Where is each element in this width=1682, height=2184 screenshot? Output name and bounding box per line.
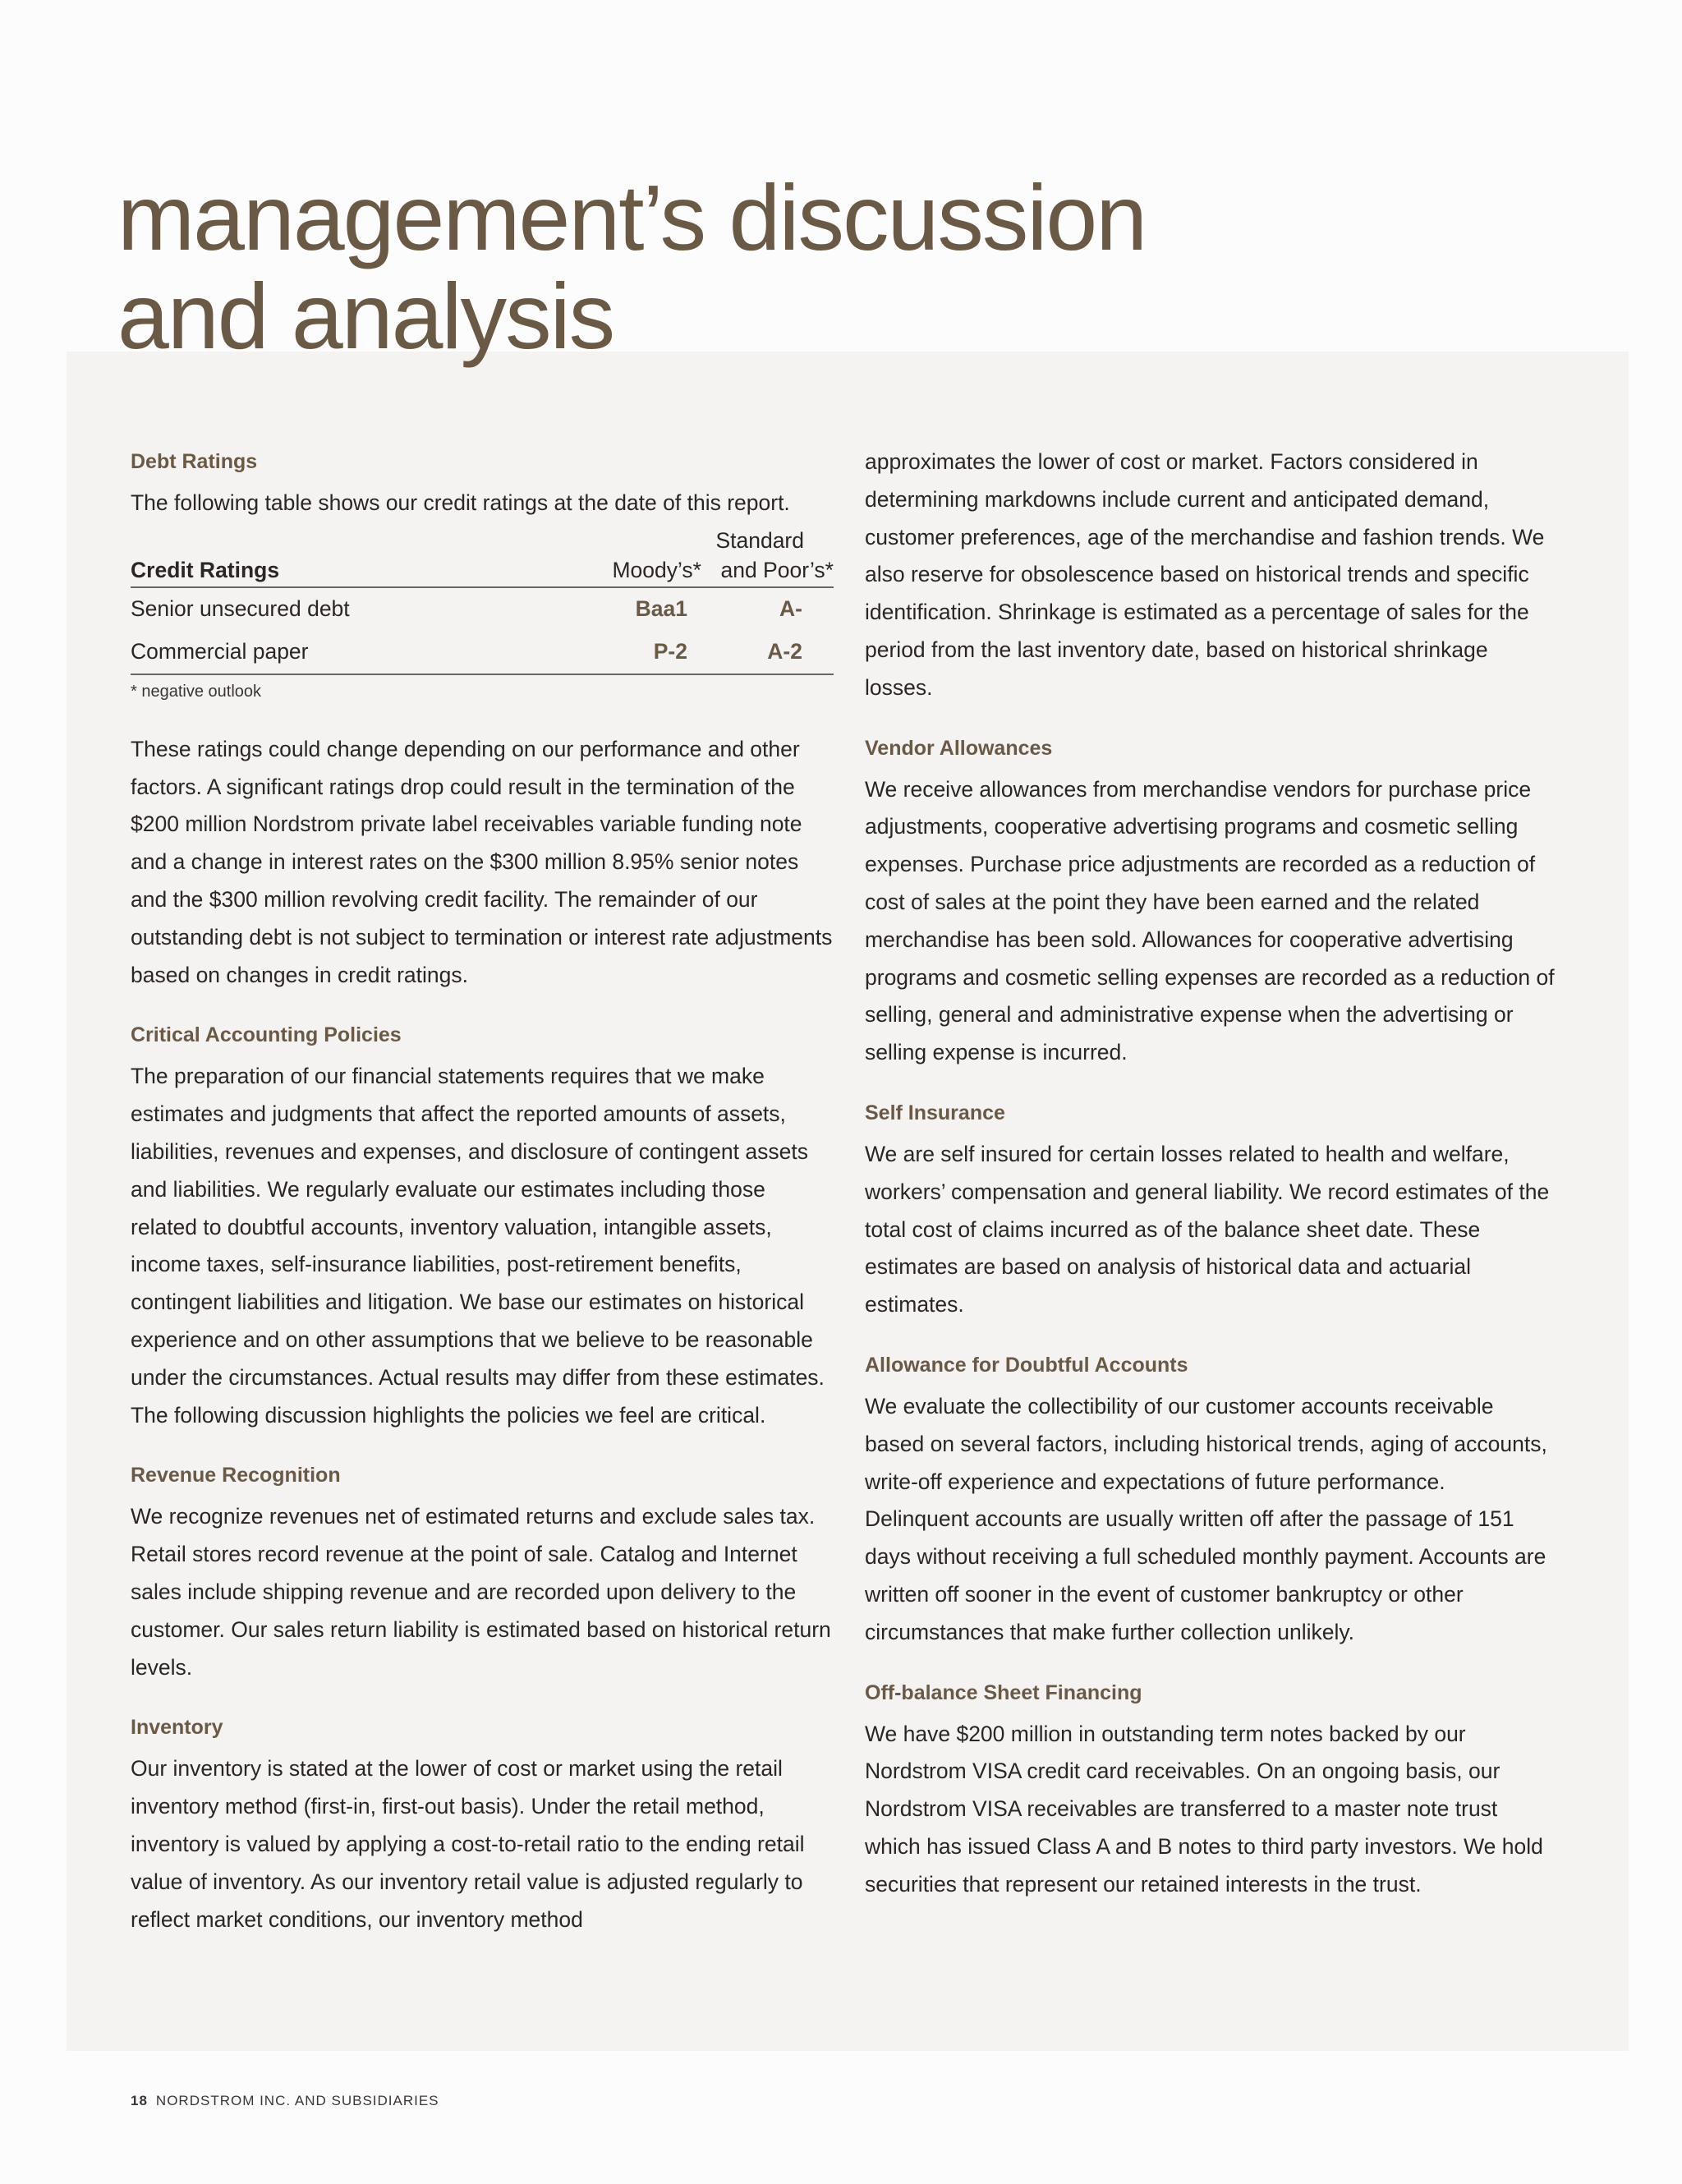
page-footer: [131, 2093, 439, 2109]
critical-policies-heading: Critical Accounting Policies: [131, 1023, 402, 1047]
page-title-line-2: and analysis: [117, 264, 614, 368]
credit-ratings-table: [131, 526, 834, 675]
right-column: [865, 444, 1555, 1904]
sp-col-label: [701, 526, 834, 585]
revenue-recognition-heading: Revenue Recognition: [131, 1464, 341, 1487]
sp-col-label-line-1: Standard: [715, 527, 804, 553]
moodys-rating: P-2: [653, 638, 687, 664]
vendor-allowances-body: We receive allowances from merchandise vendors for purchase price adjustments, cooperative advertising programs and cosmetic selling expenses. Purchase price adjustments are recorded as a reduction of cost of sales at the point they have been earned and the related merchandise has been sold. Allowances for cooperative advertising programs and cosmetic selling expenses are recorded as a reduction of selling, general and administrative expense when the advertising or selling expense is incurred.: [865, 776, 1555, 1065]
sp-rating: A-2: [767, 638, 802, 664]
inventory-body-continued: approximates the lower of cost or market. Factors considered in determining markdowns include current and anticipated demand, customer preferences, age of the merchandise and fashion trends. We also reserve for obsolescence based on historical trends and specific identification. Shrinkage is estimated as a percentage of sales for the period from the last inventory date, based on historical shrinkage losses.: [865, 449, 1545, 700]
left-column: [131, 444, 834, 1938]
table-row: [131, 588, 834, 631]
vendor-allowances-heading: Vendor Allowances: [865, 736, 1053, 760]
sp-rating: A-: [779, 595, 802, 621]
moodys-col-label: Moody’s*: [612, 557, 701, 582]
self-insurance-body: We are self insured for certain losses related to health and welfare, workers’ compensation and general liability. We record estimates of the total cost of claims incurred as of the balance sheet date. These estimates are based on analysis of historical data and actuarial estimates.: [865, 1141, 1550, 1317]
credit-ratings-header-row: [131, 526, 834, 588]
sp-col-label-line-2: and Poor’s*: [720, 557, 834, 582]
inventory-body: Our inventory is stated at the lower of cost or market using the retail inventory method (first-in, first-out basis). Under the retail method, inventory is valued by applying a cost-to-retail ratio to the ending retail value of inventory. As our inventory retail value is adjusted regularly to reflect market conditions, our inventory method: [131, 1756, 805, 1932]
doubtful-accounts-heading: Allowance for Doubtful Accounts: [865, 1353, 1188, 1377]
row-label: Senior unsecured debt: [131, 595, 350, 621]
ratings-footnote: * negative outlook: [131, 682, 262, 701]
revenue-recognition-body: We recognize revenues net of estimated returns and exclude sales tax. Retail stores record revenue at the point of sale. Catalog and Internet sales include shipping revenue and are recorded upon delivery to the customer. Our sales return liability is estimated based on historical return levels.: [131, 1504, 831, 1680]
critical-policies-body: The preparation of our financial statements requires that we make estimates and judgments that affect the reported amounts of assets, liabilities, revenues and expenses, and disclosure of contingent assets and liabilities. We regularly evaluate our estimates including those related to doubtful accounts, inventory valuation, intangible assets, income taxes, self-insurance liabilities, post-retirement benefits, contingent liabilities and litigation. We base our estimates on historical experience and on other assumptions that we believe to be reasonable under the circumstances. Actual results may differ from these estimates. The following discussion highlights the policies we feel are critical.: [131, 1064, 825, 1428]
off-balance-heading: Off-balance Sheet Financing: [865, 1681, 1142, 1704]
self-insurance-heading: Self Insurance: [865, 1101, 1005, 1124]
inventory-heading: Inventory: [131, 1716, 223, 1740]
moodys-rating: Baa1: [635, 595, 687, 621]
credit-ratings-col-label: Credit Ratings: [131, 557, 280, 582]
footer-company: NORDSTROM INC. AND SUBSIDIARIES: [155, 2093, 439, 2108]
debt-ratings-intro: The following table shows our credit ratings at the date of this report.: [131, 490, 790, 515]
off-balance-body: We have $200 million in outstanding term notes backed by our Nordstrom VISA credit card receivables. On an ongoing basis, our Nordstrom VISA receivables are transferred to a master note trust which has issued Class A and B notes to third party investors. We hold securities that represent our retained interests in the trust.: [865, 1721, 1543, 1897]
page-number: 18: [131, 2093, 148, 2108]
page-title-line-1: management’s discussion: [117, 166, 1147, 269]
row-label: Commercial paper: [131, 638, 309, 664]
debt-ratings-body: These ratings could change depending on our performance and other factors. A significant ratings drop could result in the termination of the $200 million Nordstrom private label receivables variable funding note and a change in interest rates on the $300 million 8.95% senior notes and the $300 million revolving credit facility. The remainder of our outstanding debt is not subject to termination or interest rate adjustments based on changes in credit ratings.: [131, 736, 833, 987]
doubtful-accounts-body: We evaluate the collectibility of our customer accounts receivable based on several factors, including historical trends, aging of accounts, write-off experience and expectations of future performance. Delinquent accounts are usually written off after the passage of 151 days without receiving a full scheduled monthly payment. Accounts are written off sooner in the event of customer bankruptcy or other circumstances that make further collection unlikely.: [865, 1393, 1547, 1644]
debt-ratings-heading: Debt Ratings: [131, 450, 258, 473]
table-row: [131, 631, 834, 675]
page-title: [117, 168, 1146, 366]
